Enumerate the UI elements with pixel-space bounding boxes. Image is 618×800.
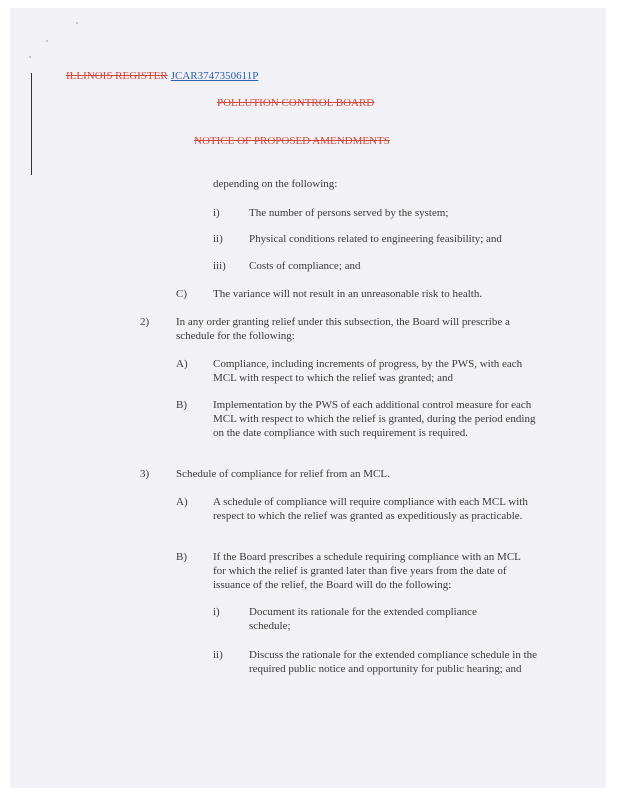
register-inserted-text: JCAR3747350611P [170,70,259,82]
s3-b-text: If the Board prescribes a schedule requiring compliance with an MCL for which the relief is granted later than five years from the date of issuance of the relief, the Board will do the following: [213,551,521,591]
register-header [66,70,258,82]
s3-sub-label: i) [213,606,220,618]
intro-line: depending on the following: [213,178,338,190]
s3-sub-label: ii) [213,649,223,661]
register-struck-text: ILLINOIS REGISTER [66,70,168,82]
s2-b-text: Implementation by the PWS of each additional control measure for each MCL with respect to which the relief is granted, during the period ending on the date compliance with such requirement is required. [213,399,536,439]
s3-sub-text: Document its rationale for the extended compliance schedule; [249,606,477,632]
change-bar [31,73,32,175]
s2-text: In any order granting relief under this subsection, the Board will prescribe a schedule for the following: [176,316,510,342]
s3-sub-text: Discuss the rationale for the extended compliance schedule in the required public notice and opportunity for public hearing; and [249,649,538,675]
s3-text: Schedule of compliance for relief from an MCL. [176,468,390,480]
item-label: ii) [213,233,223,245]
s3-label: 3) [140,468,150,480]
c-label: C) [176,288,187,300]
s3-a-label: A) [176,496,188,508]
scan-speck [46,40,48,42]
item-label: iii) [213,260,226,272]
s2-a-text: Compliance, including increments of progress, by the PWS, with each MCL with respect to which the relief was granted; and [213,358,523,384]
s2-b-label: B) [176,399,187,411]
item-text: The number of persons served by the system; [249,207,449,219]
scan-speck [29,56,31,58]
s2-a-label: A) [176,358,188,370]
notice-header: NOTICE OF PROPOSED AMENDMENTS [194,135,390,147]
item-text: Costs of compliance; and [249,260,361,272]
board-header: POLLUTION CONTROL BOARD [217,97,375,109]
s3-b-label: B) [176,551,187,563]
scan-speck [76,22,78,24]
s3-a-text: A schedule of compliance will require compliance with each MCL with respect to which the relief was granted as expeditiously as practicable. [213,496,528,522]
item-label: i) [213,207,220,219]
item-text: Physical conditions related to engineering feasibility; and [249,233,502,245]
c-text: The variance will not result in an unreasonable risk to health. [213,288,483,300]
s2-label: 2) [140,316,150,328]
